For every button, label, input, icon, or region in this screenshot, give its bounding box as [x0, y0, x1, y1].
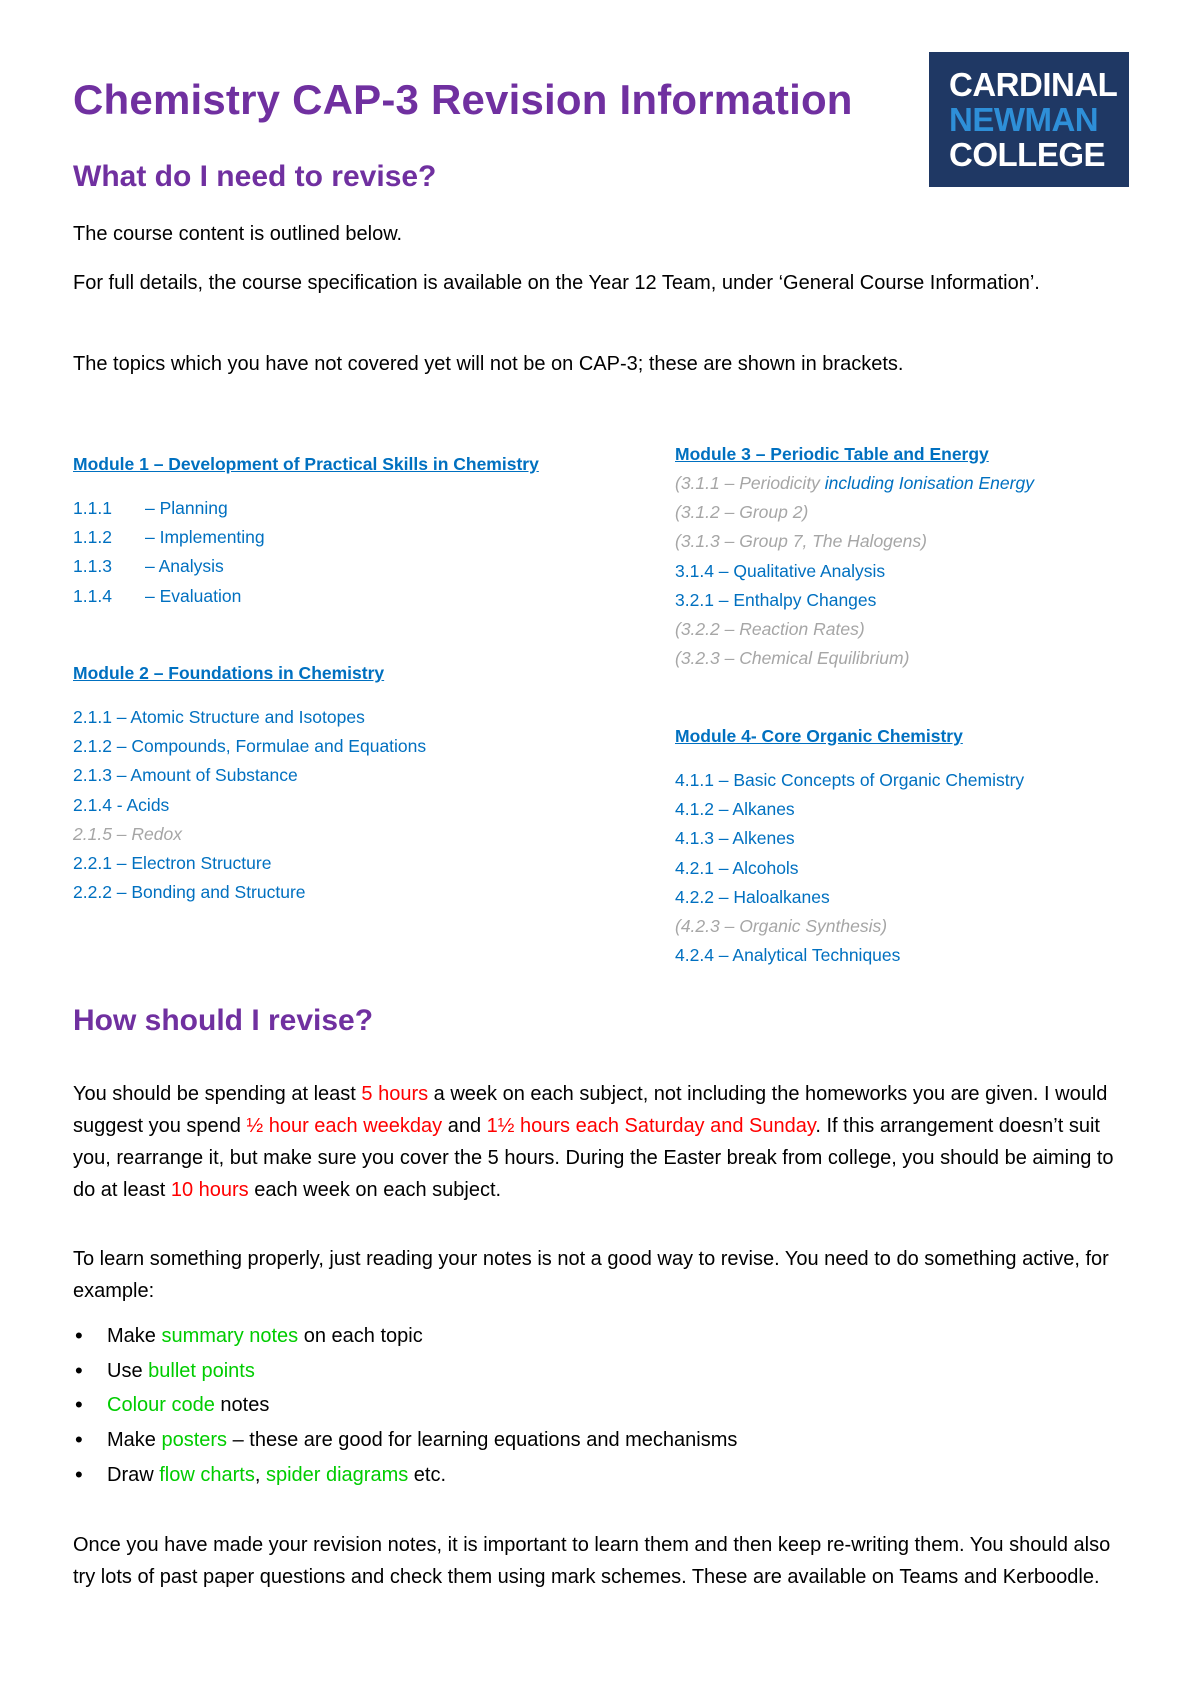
- topic-item: 1.1.1 – Planning: [73, 498, 228, 518]
- module-3-title: Module 3 – Periodic Table and Energy: [675, 444, 989, 464]
- topic-item: (4.2.3 – Organic Synthesis): [675, 916, 888, 937]
- topic-item: 4.1.1 – Basic Concepts of Organic Chemistry: [675, 770, 1025, 790]
- page-title: Chemistry CAP-3 Revision Information: [73, 76, 853, 123]
- list-item: • Make posters – these are good for learning equations and mechanisms: [73, 1423, 737, 1458]
- topic-item: 2.1.1 – Atomic Structure and Isotopes: [73, 707, 365, 727]
- logo-line-2: NEWMAN: [949, 101, 1099, 138]
- highlight-weekday: ½ hour each weekday: [246, 1115, 443, 1137]
- topic-item: 3.2.1 – Enthalpy Changes: [675, 589, 877, 610]
- how-paragraph-1: You should be spending at least 5 hours a week on each subject, not including the homeworks you are given. I would suggest you spend ½ hour each weekday and 1½ hours each Saturday and Sunday. If this arrangement doesn’t suit you, rearrange it, but make sure you cover the 5 hours. During the Easter break from college, you should be aiming to do at least 10 hours each week on each subject.: [73, 1083, 1114, 1201]
- highlight-5-hours: 5 hours: [361, 1083, 429, 1105]
- topic-item: 4.2.4 – Analytical Techniques: [675, 945, 901, 966]
- highlight-weekend: 1½ hours each Saturday and Sunday: [486, 1115, 816, 1137]
- topic-item: 2.2.1 – Electron Structure: [73, 853, 272, 874]
- topic-item: (3.2.3 – Chemical Equilibrium): [675, 648, 910, 669]
- topic-item: 1.1.3 – Analysis: [73, 556, 224, 577]
- module-4-title: Module 4- Core Organic Chemistry: [675, 726, 963, 746]
- college-logo: [929, 52, 1129, 187]
- topic-item: 2.1.5 – Redox: [73, 823, 182, 844]
- topic-item: 4.2.2 – Haloalkanes: [675, 886, 830, 907]
- intro-paragraph-1: The course content is outlined below.: [73, 223, 403, 245]
- topic-item: (3.1.1 – Periodicity including Ionisation Energy: [675, 473, 1034, 493]
- topic-item: 1.1.2 – Implementing: [73, 527, 265, 548]
- how-paragraph-3: Once you have made your revision notes, it is important to learn them and then keep re-writing them. You should also try lots of past paper questions and check them using mark schemes. These are available on Teams and Kerboodle.: [73, 1534, 1111, 1588]
- topic-item: 3.1.4 – Qualitative Analysis: [675, 560, 886, 581]
- section-heading-how: How should I revise?: [73, 1004, 374, 1037]
- logo-line-3: COLLEGE: [949, 136, 1106, 173]
- list-item: • Draw flow charts, spider diagrams etc.: [73, 1458, 737, 1493]
- topic-item: 4.1.3 – Alkenes: [675, 828, 795, 849]
- topic-item: 2.1.3 – Amount of Substance: [73, 765, 298, 786]
- topic-item: 4.1.2 – Alkanes: [675, 799, 795, 820]
- module-3-block: [675, 440, 1034, 673]
- module-4-topics: [675, 766, 1024, 970]
- module-1-block: [73, 450, 539, 611]
- topic-item: 4.2.1 – Alcohols: [675, 857, 799, 878]
- topic-item: 2.1.4 - Acids: [73, 794, 170, 815]
- list-item: • Use bullet points: [73, 1354, 737, 1389]
- topic-item: 2.2.2 – Bonding and Structure: [73, 882, 306, 903]
- module-1-topics: [73, 494, 539, 611]
- list-item: • Colour code notes: [73, 1388, 737, 1423]
- module-2-topics: [73, 703, 426, 907]
- module-2-block: [73, 659, 426, 907]
- section-heading-what: What do I need to revise?: [73, 160, 437, 193]
- list-item: • Make summary notes on each topic: [73, 1319, 737, 1354]
- topic-item: (3.1.2 – Group 2): [675, 502, 809, 523]
- module-3-topics: [675, 469, 1034, 673]
- topic-item: (3.2.2 – Reaction Rates): [675, 619, 865, 640]
- how-paragraph-2: To learn something properly, just reading your notes is not a good way to revise. You need to do something active, for example:: [73, 1248, 1109, 1302]
- topic-item: 2.1.2 – Compounds, Formulae and Equations: [73, 736, 427, 757]
- highlight-10-hours: 10 hours: [170, 1179, 249, 1201]
- intro-paragraph-2: For full details, the course specification is available on the Year 12 Team, under ‘General Course Information’.: [73, 272, 1040, 294]
- topic-item: 1.1.4 – Evaluation: [73, 585, 242, 606]
- logo-line-1: CARDINAL: [949, 66, 1118, 103]
- module-1-title: Module 1 – Development of Practical Skills in Chemistry: [73, 454, 539, 474]
- revision-methods-list: [73, 1319, 737, 1493]
- module-4-block: [675, 722, 1024, 970]
- module-2-title: Module 2 – Foundations in Chemistry: [73, 663, 385, 683]
- intro-paragraph-3: The topics which you have not covered yet will not be on CAP-3; these are shown in brackets.: [73, 353, 904, 375]
- topic-item: (3.1.3 – Group 7, The Halogens): [675, 531, 927, 552]
